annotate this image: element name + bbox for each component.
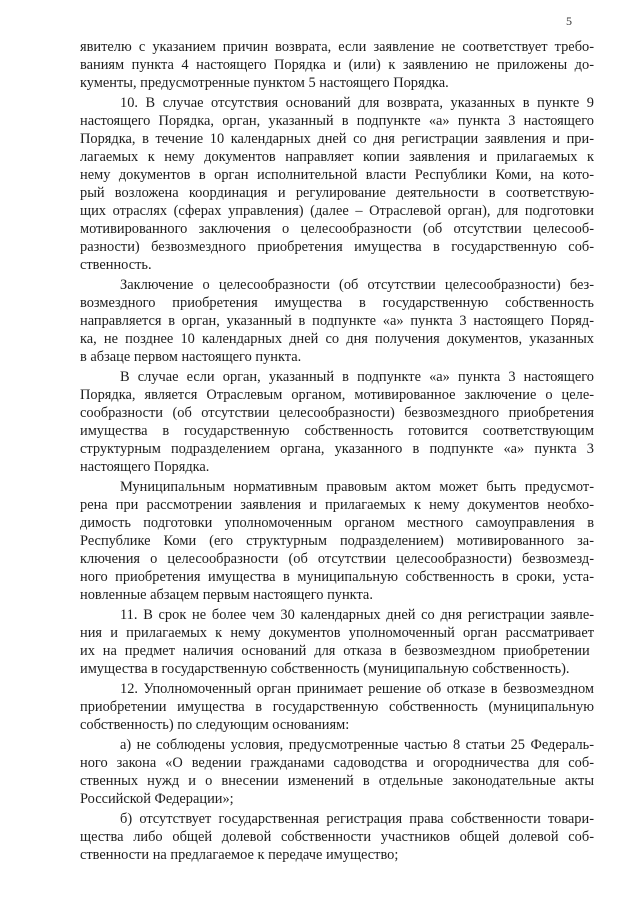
text-line: Заключение о целесообразности (об отсутствии целесообразности) без-	[120, 277, 594, 293]
text-line: Республике Коми (его структурным подразделением) мотивированного за-	[80, 533, 594, 549]
paragraph	[80, 478, 594, 604]
text-line: ключения о целесообразности (об отсутствии целесообразности) безвозмезд-	[80, 551, 594, 567]
text-line: имущества в государственную собственность готовится соответствующим	[80, 423, 594, 439]
text-line: ного приобретения имущества в муниципальную собственность в сроки, уста-	[80, 569, 594, 585]
text-line: ственности на предлагаемое к передаче имущество;	[80, 847, 399, 863]
text-line: ственность.	[80, 257, 152, 273]
text-line: б) отсутствует государственная регистрация права собственности товари-	[120, 811, 594, 827]
text-line: ваниям пункта 4 настоящего Порядка и (или) к заявлению не приложены до-	[80, 57, 594, 73]
paragraph	[80, 276, 594, 366]
text-line: Порядка, является Отраслевым органом, мотивированное заключение о целе-	[80, 387, 594, 403]
document-body	[80, 38, 594, 866]
text-line: имущества в государственную собственность (муниципальную собственность).	[80, 661, 570, 677]
text-line: настоящего Порядка.	[80, 459, 210, 475]
text-line: нему документов в орган исполнительной власти Республики Коми, на кото-	[80, 167, 594, 183]
text-line: в абзаце первом настоящего пункта.	[80, 349, 302, 365]
text-line: Порядка, в течение 10 календарных дней со дня регистрации заявления и при-	[80, 131, 594, 147]
text-line: их на предмет наличия оснований для отказа в безвозмездном приобретении	[80, 643, 590, 659]
text-line: направляется в орган, указанный в подпункте «а» пункта 3 настоящего Поряд-	[80, 313, 594, 329]
text-line: 10. В случае отсутствия оснований для возврата, указанных в пункте 9	[120, 95, 594, 111]
text-line: явителю с указанием причин возврата, если заявление не соответствует требо-	[80, 39, 594, 55]
text-line: возмездного приобретения имущества в государственную собственность	[80, 295, 594, 311]
text-line: В случае если орган, указанный в подпункте «а» пункта 3 настоящего	[120, 369, 594, 385]
paragraph	[80, 94, 594, 274]
paragraph	[80, 736, 594, 808]
text-line: рый возложена координация и регулирование деятельности в соответствую-	[80, 185, 594, 201]
text-line: сообразности (об отсутствии целесообразности) безвозмездного приобретения	[80, 405, 594, 421]
text-line: кументы, предусмотренные пунктом 5 настоящего Порядка.	[80, 75, 449, 91]
text-line: собственность) по следующим основаниям:	[80, 717, 350, 733]
text-line: Муниципальным нормативным правовым актом может быть предусмот-	[120, 479, 594, 495]
paragraph	[80, 38, 594, 92]
text-line: лагаемых к нему документов направляет копии заявления и прилагаемых к	[80, 149, 594, 165]
paragraph	[80, 810, 594, 864]
text-line: а) не соблюдены условия, предусмотренные частью 8 статьи 25 Федераль-	[120, 737, 594, 753]
text-line: настоящего Порядка, орган, указанный в подпункте «а» пункта 3 настоящего	[80, 113, 594, 129]
text-line: 11. В срок не более чем 30 календарных дней со дня регистрации заявле-	[120, 607, 594, 623]
text-line: мотивированного заключения о целесообразности (об отсутствии целесооб-	[80, 221, 594, 237]
text-line: ка, не позднее 10 календарных дней со дня получения документов, указанных	[80, 331, 594, 347]
text-line: димость подготовки уполномоченным органом местного самоуправления в	[80, 515, 594, 531]
text-line: щих отраслях (сферах управления) (далее – Отраслевой орган), для подготовки	[80, 203, 594, 219]
text-line: 12. Уполномоченный орган принимает решение об отказе в безвозмездном	[120, 681, 594, 697]
text-line: приобретении имущества в государственную собственность (муниципальную	[80, 699, 594, 715]
text-line: рена при рассмотрении заявления и прилагаемых к нему документов необхо-	[80, 497, 594, 513]
page-number: 5	[566, 14, 572, 28]
paragraph	[80, 680, 594, 734]
text-line: Российской Федерации»;	[80, 791, 234, 807]
paragraph	[80, 368, 594, 476]
text-line: ственных нужд и о внесении изменений в отдельные законодательные акты	[80, 773, 594, 789]
text-line: структурным подразделением органа, указанного в подпункте «а» пункта 3	[80, 441, 594, 457]
text-line: ния и прилагаемых к нему документов уполномоченный орган рассматривает	[80, 625, 594, 641]
paragraph	[80, 606, 594, 678]
text-line: щества либо общей долевой собственности участников общей долевой соб-	[80, 829, 594, 845]
text-line: ного закона «О ведении гражданами садоводства и огородничества для соб-	[80, 755, 594, 771]
text-line: разности) безвозмездного приобретения имущества в государственную соб-	[80, 239, 594, 255]
text-line: новленные абзацем первым настоящего пункта.	[80, 587, 373, 603]
